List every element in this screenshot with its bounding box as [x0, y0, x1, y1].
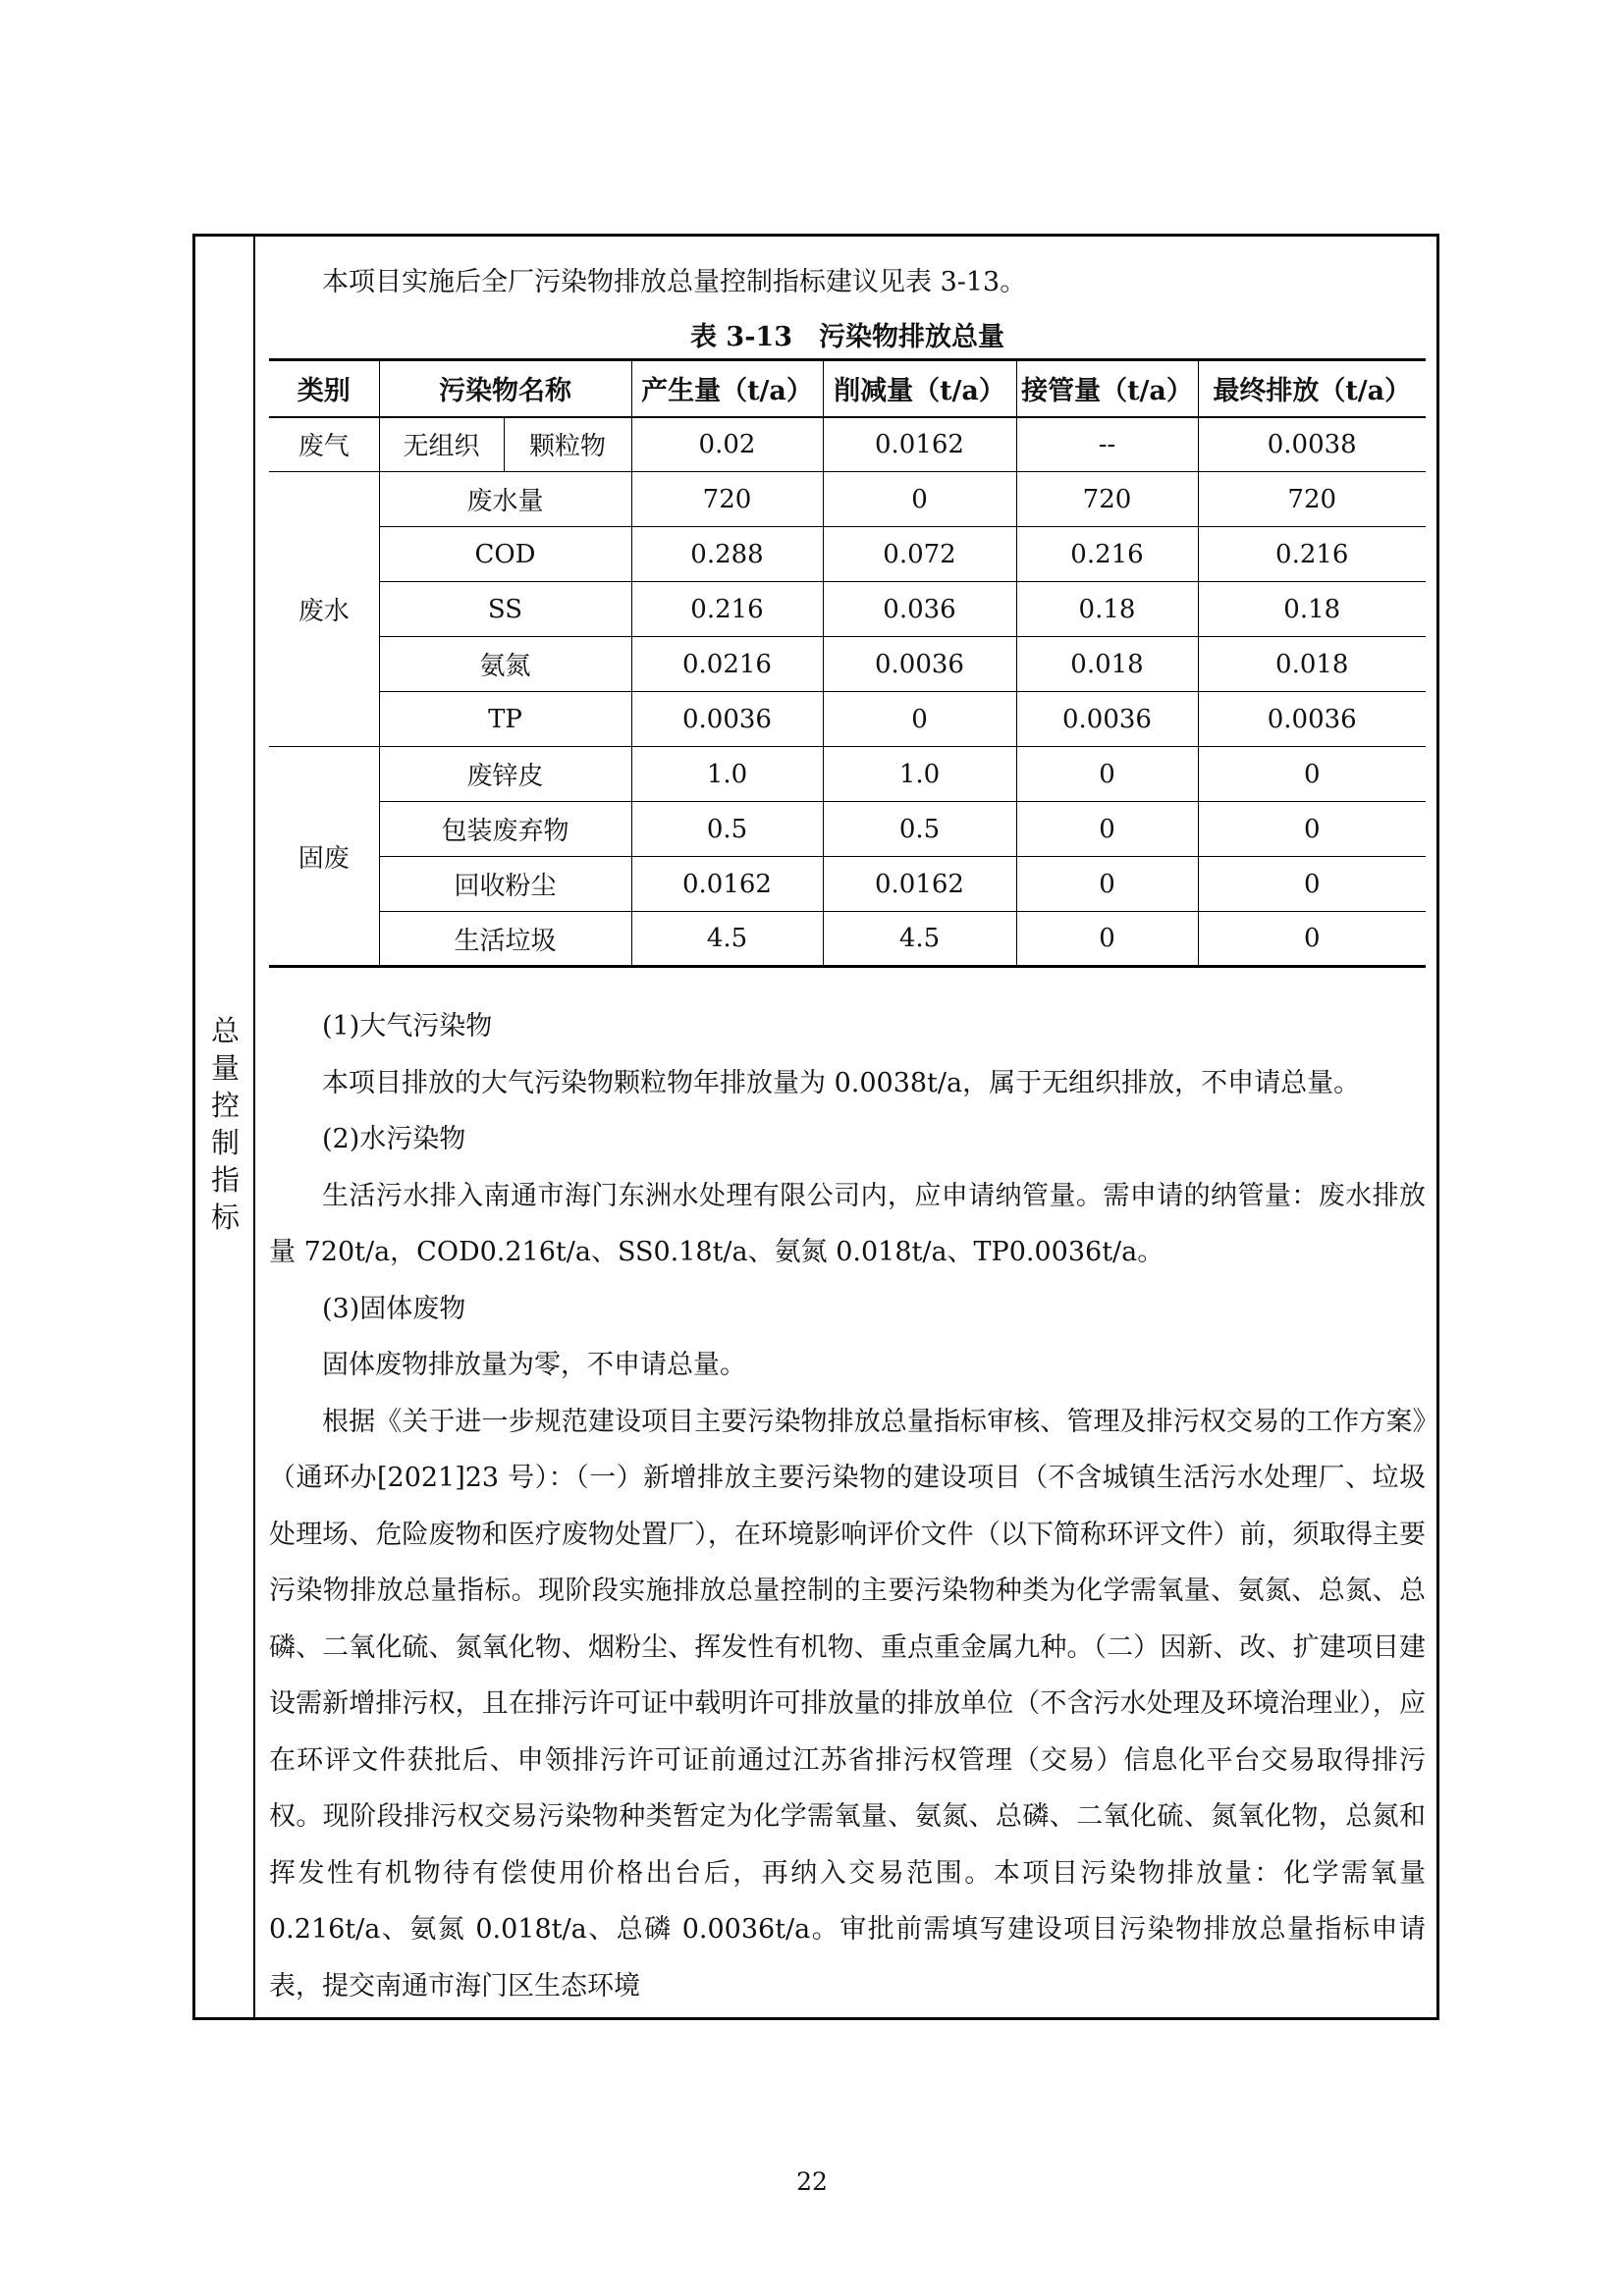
- value-cell: 0.072: [823, 527, 1016, 582]
- category-cell: 废水: [269, 472, 379, 747]
- side-label: [195, 1012, 255, 1236]
- value-cell: 0.0038: [1198, 417, 1426, 472]
- table-row: [269, 527, 1426, 582]
- pollutant-cell: 颗粒物: [504, 417, 631, 472]
- value-cell: --: [1016, 417, 1198, 472]
- pollutant-cell: SS: [379, 582, 631, 637]
- pollutant-cell: 包装废弃物: [379, 802, 631, 857]
- table-row: [269, 857, 1426, 912]
- subcategory-cell: 无组织: [379, 417, 504, 472]
- page-number: 22: [796, 2167, 828, 2196]
- side-label-char: 标: [210, 1201, 240, 1234]
- value-cell: 0: [1016, 747, 1198, 802]
- header-piped: 接管量（t/a）: [1016, 360, 1198, 417]
- value-cell: 0.288: [631, 527, 823, 582]
- form-frame: [192, 234, 1439, 2020]
- pollutant-cell: 氨氮: [379, 637, 631, 692]
- header-final: 最终排放（t/a）: [1198, 360, 1426, 417]
- intro-paragraph: 本项目实施后全厂污染物排放总量控制指标建议见表 3-13。: [322, 267, 1027, 297]
- value-cell: 0: [1016, 857, 1198, 912]
- value-cell: 0: [1016, 802, 1198, 857]
- table-row: [269, 582, 1426, 637]
- value-cell: 0.0036: [823, 637, 1016, 692]
- value-cell: 0.02: [631, 417, 823, 472]
- side-label-cell: [195, 237, 255, 2017]
- value-cell: 0.0036: [631, 692, 823, 747]
- value-cell: 0: [1198, 912, 1426, 967]
- category-cell: 固废: [269, 747, 379, 967]
- pollutant-cell: 废锌皮: [379, 747, 631, 802]
- value-cell: 1.0: [631, 747, 823, 802]
- paragraph-solid: 固体废物排放量为零，不申请总量。: [322, 1350, 746, 1380]
- header-category: 类别: [269, 360, 379, 417]
- value-cell: 0.0036: [1016, 692, 1198, 747]
- section-heading-air: (1)大气污染物: [322, 1011, 493, 1041]
- value-cell: 720: [1198, 472, 1426, 527]
- content-cell: [269, 237, 1426, 2017]
- section-heading-water: (2)水污染物: [322, 1124, 466, 1154]
- value-cell: 0.216: [1016, 527, 1198, 582]
- value-cell: 4.5: [631, 912, 823, 967]
- table-row: [269, 747, 1426, 802]
- body-text: [269, 998, 1426, 2014]
- value-cell: 720: [1016, 472, 1198, 527]
- side-label-char: 指: [210, 1163, 240, 1197]
- value-cell: 1.0: [823, 747, 1016, 802]
- table-row: [269, 417, 1426, 472]
- value-cell: 0: [823, 692, 1016, 747]
- paragraph-air: 本项目排放的大气污染物颗粒物年排放量为 0.0038t/a，属于无组织排放，不申请总量。: [322, 1067, 1361, 1098]
- value-cell: 4.5: [823, 912, 1016, 967]
- paragraph-water: 生活污水排入南通市海门东洲水处理有限公司内，应申请纳管量。需申请的纳管量：废水排放量 720t/a，COD0.216t/a、SS0.18t/a、氨氮 0.018t/a、TP0.0036t/a。: [269, 1180, 1426, 1267]
- table-row: [269, 802, 1426, 857]
- emission-table: [269, 358, 1426, 968]
- section-heading-solid: (3)固体废物: [322, 1293, 466, 1324]
- side-label-char: 量: [210, 1051, 240, 1085]
- value-cell: 0.18: [1016, 582, 1198, 637]
- emission-table-wrap: [269, 358, 1426, 968]
- value-cell: 0.0036: [1198, 692, 1426, 747]
- pollutant-cell: 生活垃圾: [379, 912, 631, 967]
- value-cell: 0.5: [631, 802, 823, 857]
- value-cell: 0.0162: [631, 857, 823, 912]
- table-row: [269, 912, 1426, 967]
- value-cell: 0: [1016, 912, 1198, 967]
- paragraph-policy: 根据《关于进一步规范建设项目主要污染物排放总量指标审核、管理及排污权交易的工作方案》（通环办[2021]23 号）：（一）新增排放主要污染物的建设项目（不含城镇生活污水处理厂、垃圾处理场、危险废物和医疗废物处置厂），在环境影响评价文件（以下简称环评文件）前，须取得主要污染物排放总量指标。现阶段实施排放总量控制的主要污染物种类为化学需氧量、氨氮、总氮、总磷、二氧化硫、氮氧化物、烟粉尘、挥发性有机物、重点重金属九种。（二）因新、改、扩建项目建设需新增排污权，且在排污许可证中载明许可排放量的排放单位（不含污水处理及环境治理业），应在环评文件获批后、申领排污许可证前通过江苏省排污权管理（交易）信息化平台交易取得排污权。现阶段排污权交易污染物种类暂定为化学需氧量、氨氮、总磷、二氧化硫、氮氧化物，总氮和挥发性有机物待有偿使用价格出台后，再纳入交易范围。本项目污染物排放量：化学需氧量 0.216t/a、氨氮 0.018t/a、总磷 0.0036t/a。审批前需填写建设项目污染物排放总量指标申请表，提交南通市海门区生态环境: [269, 1406, 1426, 2002]
- header-reduced: 削减量（t/a）: [823, 360, 1016, 417]
- table-row: [269, 637, 1426, 692]
- value-cell: 0.018: [1198, 637, 1426, 692]
- value-cell: 0.0162: [823, 857, 1016, 912]
- value-cell: 0: [1198, 857, 1426, 912]
- value-cell: 0: [1198, 747, 1426, 802]
- table-header-row: [269, 360, 1426, 417]
- value-cell: 0.0216: [631, 637, 823, 692]
- pollutant-cell: 废水量: [379, 472, 631, 527]
- table-title: 表 3-13 污染物排放总量: [690, 322, 1004, 352]
- table-row: [269, 692, 1426, 747]
- pollutant-cell: TP: [379, 692, 631, 747]
- value-cell: 0.216: [1198, 527, 1426, 582]
- table-row: [269, 472, 1426, 527]
- side-label-char: 控: [210, 1089, 240, 1122]
- value-cell: 0.036: [823, 582, 1016, 637]
- value-cell: 0.018: [1016, 637, 1198, 692]
- header-pollutant: 污染物名称: [379, 360, 631, 417]
- value-cell: 0.216: [631, 582, 823, 637]
- value-cell: 0.18: [1198, 582, 1426, 637]
- side-label-char: 总: [210, 1014, 240, 1047]
- header-generated: 产生量（t/a）: [631, 360, 823, 417]
- value-cell: 0.0162: [823, 417, 1016, 472]
- value-cell: 0.5: [823, 802, 1016, 857]
- value-cell: 0: [1198, 802, 1426, 857]
- value-cell: 0: [823, 472, 1016, 527]
- category-cell: 废气: [269, 417, 379, 472]
- pollutant-cell: 回收粉尘: [379, 857, 631, 912]
- value-cell: 720: [631, 472, 823, 527]
- side-label-char: 制: [210, 1126, 240, 1159]
- pollutant-cell: COD: [379, 527, 631, 582]
